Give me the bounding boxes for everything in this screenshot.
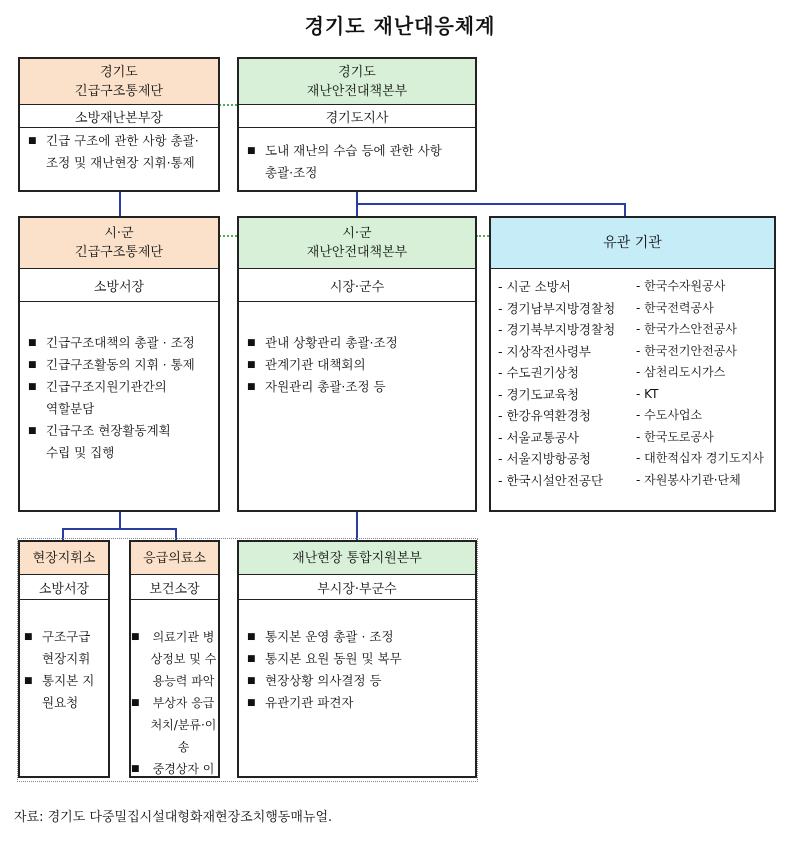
duty-item: ■ 긴급구조대책의 총괄 · 조정: [28, 332, 214, 354]
agency-item: - 서울교통공사: [498, 429, 579, 445]
agency-item: - 자원봉사기관·단체: [636, 472, 741, 487]
agency-item: - 지상작전사령부: [498, 343, 592, 359]
duty-item: ■ 통지본 지원요청: [24, 670, 104, 714]
box-head: 소방서장: [20, 575, 108, 600]
agency-item: - 한국전력공사: [636, 300, 714, 315]
province-emergency-rescue-control: [18, 57, 220, 192]
agency-item: - 한강유역환경청: [498, 408, 592, 423]
source-note: 자료: 경기도 다중밀집시설대형화재현장조치행동매뉴얼.: [14, 810, 333, 825]
box-head: 부시장·부군수: [239, 575, 475, 600]
city-disaster-safety-hq: [237, 216, 477, 512]
agency-item: - 한국수자원공사: [636, 279, 726, 293]
box-title: 경기도: [338, 64, 376, 80]
box-title: 경기도: [100, 64, 138, 80]
duty-item: ■ 긴급구조지원기관간의 역할분담: [28, 376, 178, 420]
agency-item: - 한국도로공사: [636, 429, 714, 444]
field-command-post: [18, 540, 110, 778]
agency-item: - 서울지방항공청: [498, 451, 592, 466]
cooperation-link: [219, 104, 237, 106]
agency-item: - 삼천리도시가스: [636, 365, 726, 379]
connector-line: [356, 203, 626, 205]
duty-item: ■ 구조구급 현장지휘: [24, 626, 104, 670]
city-emergency-rescue-control: [18, 216, 220, 512]
box-head: 보건소장: [131, 575, 218, 600]
duty-item: ■ 중경상자 이: [131, 758, 218, 778]
cooperation-link: [476, 235, 489, 237]
duty-item: ■ 의료기관 병상정보 및 수용능력 파악: [131, 626, 218, 692]
agency-item: - 경기도교육청: [498, 386, 579, 402]
box-subtitle: 재난안전대책본부: [306, 245, 408, 260]
agency-item: - 한국가스안전공사: [636, 322, 737, 336]
duty-item: ■ 긴급 구조에 관한 사항 총괄·조정 및 재난현장 지휘·통제: [28, 130, 210, 174]
duty-item: ■ 긴급구조활동의 지휘 · 통제: [28, 354, 214, 376]
connector-line: [624, 203, 626, 217]
agency-item: - KT: [636, 386, 659, 401]
emergency-medical-post: [129, 540, 220, 778]
agency-item: - 시군 소방서: [498, 279, 571, 294]
duty-item: ■ 통지본 운영 총괄 · 조정: [247, 626, 467, 648]
duty-item: ■ 자원관리 총괄·조정 등: [247, 376, 467, 398]
duty-item: ■ 부상자 응급처치/분류·이송: [131, 692, 218, 758]
box-title: 현장지휘소: [20, 542, 108, 575]
related-agencies: [489, 216, 776, 512]
agency-item: - 한국시설안전공단: [498, 472, 604, 488]
page-title: 경기도 재난대응체계: [304, 14, 496, 38]
duty-item: ■ 긴급구조 현장활동계획 수립 및 집행: [28, 420, 178, 464]
box-title: 시·군: [104, 226, 134, 241]
agency-item: - 경기북부지방경찰청: [498, 322, 616, 337]
agency-item: - 수도사업소: [636, 408, 703, 422]
box-title: 응급의료소: [131, 542, 218, 575]
connector-line: [356, 511, 358, 540]
duty-item: ■ 통지본 요원 동원 및 복무: [247, 648, 467, 670]
province-disaster-safety-hq: [237, 57, 477, 192]
box-head: 소방재난본부장: [20, 105, 218, 128]
box-head: 소방서장: [20, 269, 218, 302]
box-subtitle: 재난안전대책본부: [306, 83, 408, 99]
box-title: 유관 기관: [491, 218, 774, 269]
agency-item: - 대한적십자 경기도지사: [636, 451, 764, 465]
connector-line: [119, 191, 121, 217]
box-title: 재난현장 통합지원본부: [239, 542, 475, 575]
integrated-support-hq: [237, 540, 477, 778]
box-subtitle: 긴급구조통제단: [75, 83, 163, 99]
agency-item: - 경기남부지방경찰청: [498, 300, 616, 316]
box-title: 시·군: [342, 226, 372, 241]
duty-item: ■ 도내 재난의 수습 등에 관한 사항 총괄·조정: [247, 140, 445, 184]
cooperation-link: [219, 235, 237, 237]
box-head: 경기도지사: [239, 105, 475, 128]
duty-item: ■ 유관기관 파견자: [247, 692, 467, 714]
duty-item: ■ 현장상황 의사결정 등: [247, 670, 467, 692]
box-subtitle: 긴급구조통제단: [75, 245, 163, 260]
duty-item: ■ 관내 상황관리 총괄·조정: [247, 332, 467, 354]
duty-item: ■ 관계기관 대책회의: [247, 354, 467, 376]
box-head: 시장·군수: [239, 269, 475, 302]
agency-item: - 수도권기상청: [498, 365, 579, 380]
connector-line: [119, 511, 121, 529]
connector-line: [62, 528, 177, 530]
agency-item: - 한국전기안전공사: [636, 343, 737, 358]
